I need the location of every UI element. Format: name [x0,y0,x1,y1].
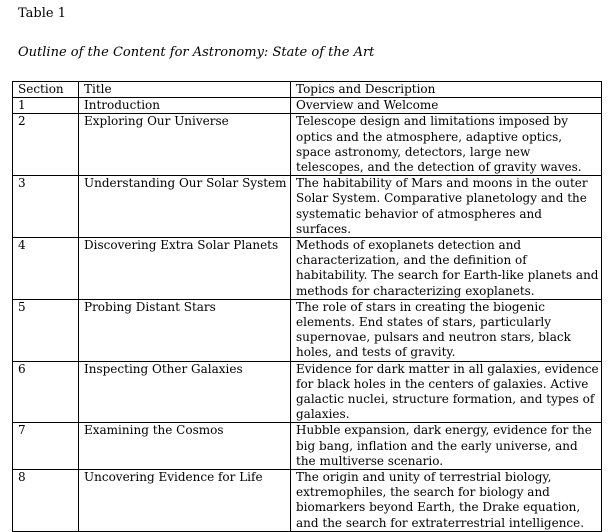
header-title: Title [79,82,291,98]
section-cell: 1 [13,98,79,114]
title-cell: Examining the Cosmos [79,423,291,470]
section-cell: 8 [13,470,79,532]
topics-cell: Methods of exoplanets detection and characterization, and the definition of habitability. The search for Earth-like planets and methods for characterizing exoplanets. [291,238,602,300]
table-header-row [13,82,602,98]
table-label: Table 1 [18,6,66,21]
topics-cell: The habitability of Mars and moons in the outer Solar System. Comparative planetology and the systematic behavior of atmospheres and surfaces. [291,176,602,238]
title-cell: Inspecting Other Galaxies [79,361,291,423]
table-row [13,176,602,238]
section-cell: 2 [13,114,79,176]
topics-cell: Hubble expansion, dark energy, evidence for the big bang, inflation and the early universe, and the multiverse scenario. [291,423,602,470]
table-caption: Outline of the Content for Astronomy: State of the Art [18,45,375,60]
section-cell: 3 [13,176,79,238]
topics-cell: Overview and Welcome [291,98,602,114]
table-row [13,98,602,114]
section-cell: 4 [13,238,79,300]
table-row [13,470,602,532]
content-outline-table [12,81,602,532]
table-row [13,114,602,176]
section-cell: 6 [13,361,79,423]
topics-cell: Evidence for dark matter in all galaxies, evidence for black holes in the centers of galaxies. Active galactic nuclei, structure formation, and types of galaxies. [291,361,602,423]
table-row [13,238,602,300]
table-row [13,361,602,423]
title-cell: Introduction [79,98,291,114]
topics-cell: Telescope design and limitations imposed by optics and the atmosphere, adaptive optics, space astronomy, detectors, large new telescopes, and the detection of gravity waves. [291,114,602,176]
section-cell: 5 [13,299,79,361]
topics-cell: The origin and unity of terrestrial biology, extremophiles, the search for biology and biomarkers beyond Earth, the Drake equation, and the search for extraterrestrial intelligence. [291,470,602,532]
title-cell: Probing Distant Stars [79,299,291,361]
title-cell: Exploring Our Universe [79,114,291,176]
title-cell: Uncovering Evidence for Life [79,470,291,532]
title-cell: Understanding Our Solar System [79,176,291,238]
header-topics: Topics and Description [291,82,602,98]
title-cell: Discovering Extra Solar Planets [79,238,291,300]
header-section: Section [13,82,79,98]
section-cell: 7 [13,423,79,470]
table-row [13,423,602,470]
table-row [13,299,602,361]
topics-cell: The role of stars in creating the biogenic elements. End states of stars, particularly supernovae, pulsars and neutron stars, black holes, and tests of gravity. [291,299,602,361]
